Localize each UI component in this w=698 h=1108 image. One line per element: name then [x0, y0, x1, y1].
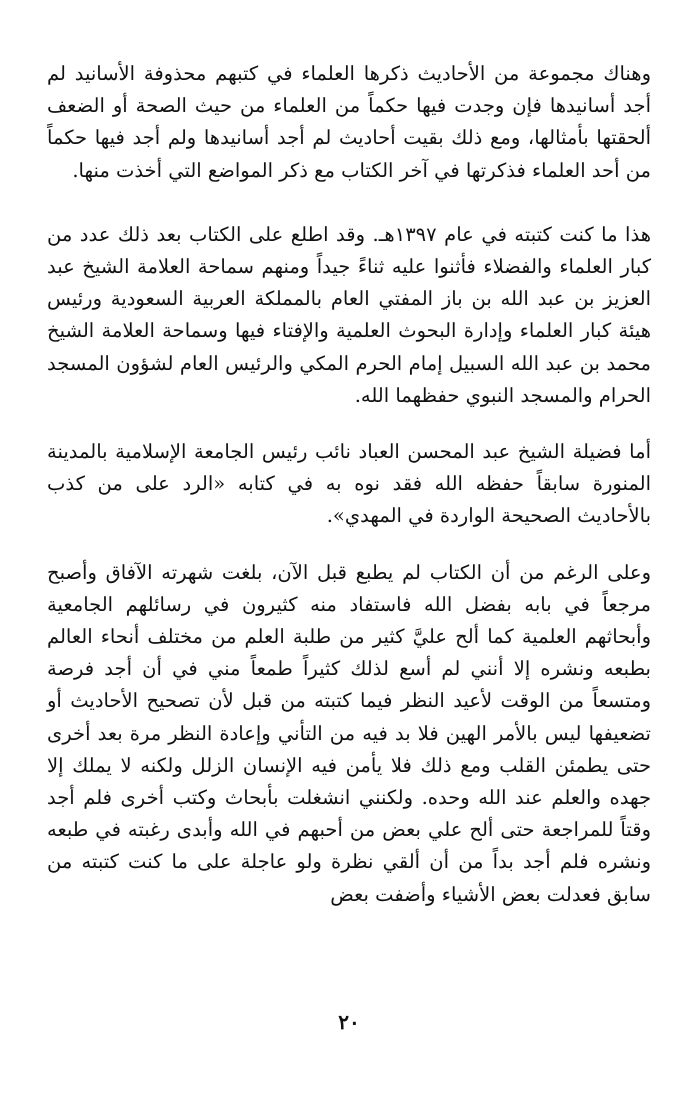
page-number: ٢٠	[338, 1010, 360, 1034]
paragraph-3: أما فضيلة الشيخ عبد المحسن العباد نائب رئيس الجامعة الإسلامية بالمدينة المنورة سابقاً حفظه الله فقد نوه به في كتابه «الرد على من كذب بالأحاديث الصحيحة الواردة في المهدي».	[47, 440, 651, 528]
paragraph-2: هذا ما كنت كتبته في عام ١٣٩٧هـ. وقد اطلع على الكتاب بعد ذلك عدد من كبار العلماء والفضلاء فأثنوا عليه ثناءً جيداً ومنهم سماحة العلامة الشيخ عبد العزيز بن عبد الله بن باز المفتي العام بالمملكة العربية السعودية ورئيس هيئة كبار العلماء وإدارة البحوث العلمية والإفتاء فيها وسماحة العلامة الشيخ محمد بن عبد الله السبيل إمام الحرم المكي والرئيس العام لشؤون المسجد الحرام والمسجد النبوي حفظهما الله.	[47, 222, 651, 407]
page-body	[47, 52, 651, 911]
paragraph-4: وعلى الرغم من أن الكتاب لم يطبع قبل الآن، بلغت شهرته الآفاق وأصبح مرجعاً في بابه بفضل الله فاستفاد منه كثيرون في رسائلهم الجامعية وأبحاثهم العلمية كما ألح عليَّ كثير من طلبة العلم من مختلف أنحاء العالم بطبعه ونشره إلا أنني لم أسع لذلك كثيراً طمعاً مني في أن أجد فرصة ومتسعاً من الوقت لأعيد النظر فيما كتبته من قبل لأن تصحيح الأحاديث أو تضعيفها ليس بالأمر الهين فلا بد فيه من التأني وإعادة النظر مرة بعد أخرى حتى يطمئن القلب ومع ذلك فلا يأمن فيه الإنسان الزلل ولكنه لا يملك إلا جهده والعلم عند الله وحده. ولكنني انشغلت بأبحاث وكتب أخرى فلم أجد وقتاً للمراجعة حتى ألح علي بعض من أحبهم في الله وأبدى رغبته في طبعه ونشره فلم أجد بداً من أن ألقي نظرة ولو عاجلة على ما كنت كتبته من سابق فعدلت بعض الأشياء وأضفت بعض	[47, 560, 651, 906]
paragraph-1: وهناك مجموعة من الأحاديث ذكرها العلماء في كتبهم محذوفة الأسانيد لم أجد أسانيدها فإن وجدت فيها حكماً من العلماء من حيث الصحة أو الضعف ألحقتها بأمثالها، ومع ذلك بقيت أحاديث لم أجد أسانيدها ولم أجد فيها حكماً من أحد العلماء فذكرتها في آخر الكتاب مع ذكر المواضع التي أخذت منها.	[47, 62, 651, 182]
